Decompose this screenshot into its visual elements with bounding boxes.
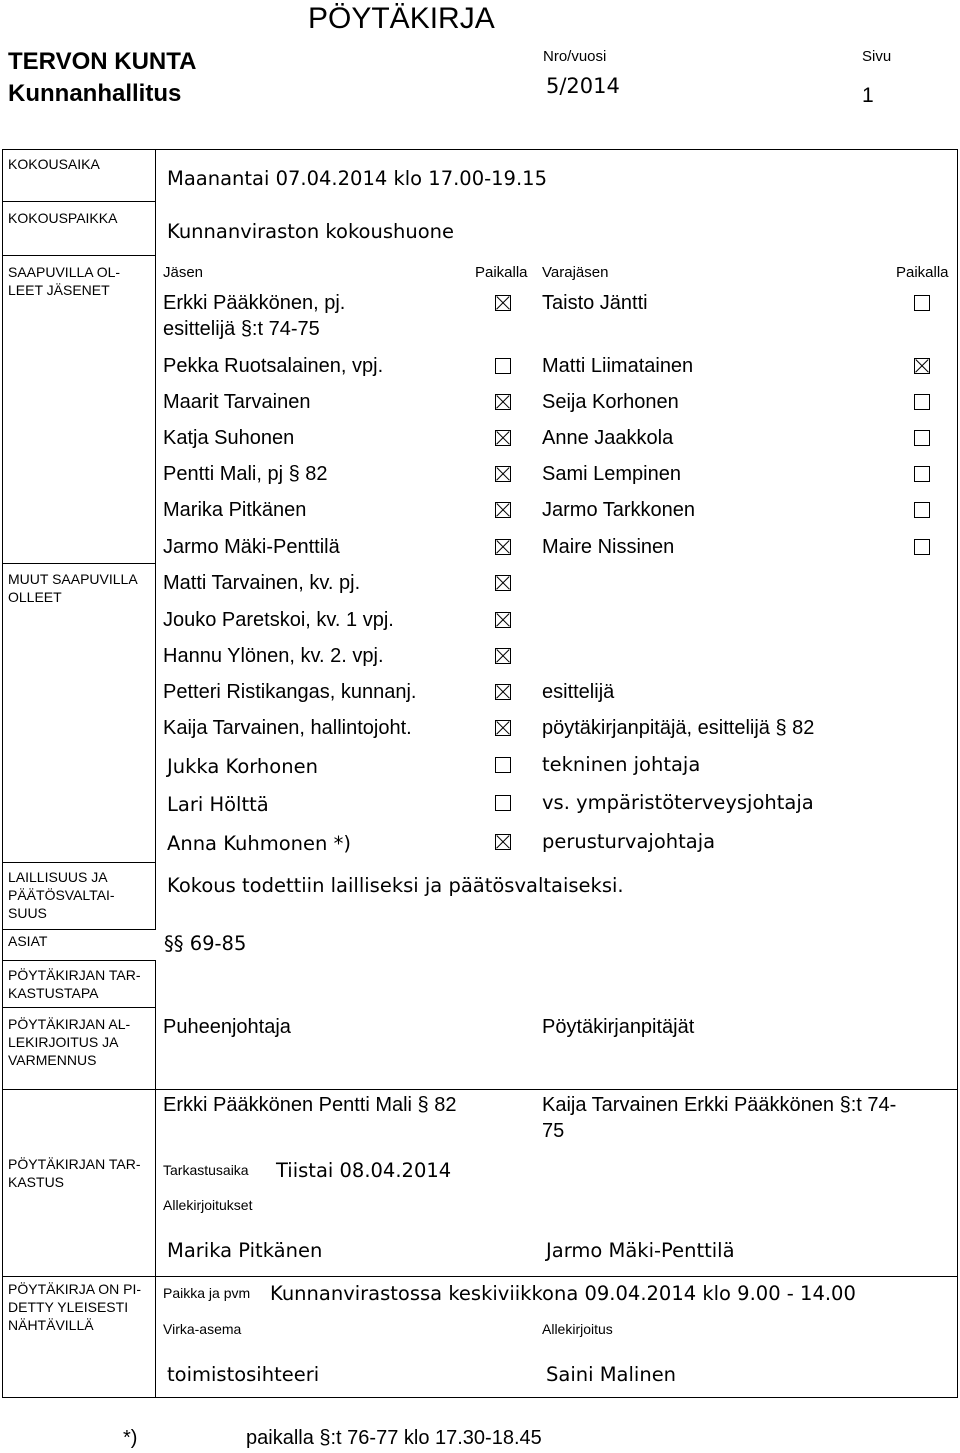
present-checkbox [495,648,511,664]
present-checkbox [495,575,511,591]
member-name: Jarmo Mäki-Penttilä [163,536,340,558]
divider [2,1089,958,1090]
signature-label: Allekirjoitus [542,1321,613,1337]
tarkastus-label-line2: KASTUS [8,1174,65,1190]
kokousaika-label: KOKOUSAIKA [8,156,100,172]
signatures-label: Allekirjoitukset [163,1197,253,1213]
divider [2,929,156,930]
col-deputy-present-header: Paikalla [896,264,949,281]
position-label: Virka-asema [163,1321,242,1337]
other-name: Petteri Ristikangas, kunnanj. [163,681,417,703]
inspector-1: Marika Pitkänen [167,1239,323,1262]
inspection-time-label: Tarkastusaika [163,1162,249,1178]
present-checkbox [495,795,511,811]
member-name: Erkki Pääkkönen, pj. [163,292,346,314]
inspection-time-value: Tiistai 08.04.2014 [276,1159,452,1182]
other-role: vs. ympäristöterveysjohtaja [542,791,814,814]
organ-name: Kunnanhallitus [8,80,182,107]
matters-range: §§ 69-85 [164,932,247,955]
present-checkbox [495,502,511,518]
other-name: Kaija Tarvainen, hallintojoht. [163,717,412,739]
signature-value: Saini Malinen [546,1363,677,1386]
deputy-present-checkbox [914,502,930,518]
tarkastustapa-label-line1: PÖYTÄKIRJAN TAR- [8,967,141,983]
nro-label: Nro/vuosi [543,48,607,65]
present-checkbox [495,834,511,850]
col-present-header: Paikalla [475,264,528,281]
divider [2,1007,156,1008]
page-number: 1 [862,84,874,107]
divider [2,862,156,863]
member-name: Katja Suhonen [163,427,295,449]
position-value: toimistosihteeri [167,1363,320,1386]
member-name-cont: esittelijä §:t 74-75 [163,318,320,340]
members-label-line1: SAAPUVILLA OL- [8,264,121,280]
label-column-divider [155,149,156,930]
nro-value: 5/2014 [546,74,620,98]
chair-label: Puheenjohtaja [163,1016,291,1038]
divider [2,255,156,256]
col-member-header: Jäsen [163,264,204,281]
col-deputy-header: Varajäsen [542,264,609,281]
laillisuus-label-line2: PÄÄTÖSVALTAI- [8,887,115,903]
present-checkbox [495,757,511,773]
nahtavilla-label-line3: NÄHTÄVILLÄ [8,1317,94,1333]
footnote-text: paikalla §:t 76-77 klo 17.30-18.45 [246,1427,542,1449]
others-label-line2: OLLEET [8,589,62,605]
member-name: Marika Pitkänen [163,499,307,521]
present-checkbox [495,394,511,410]
legality-statement: Kokous todettiin lailliseksi ja päätösvaltaiseksi. [167,874,624,897]
asiat-label: ASIAT [8,933,48,949]
present-checkbox [495,720,511,736]
present-checkbox [495,358,511,374]
present-checkbox [495,466,511,482]
secretary-label: Pöytäkirjanpitäjät [542,1016,695,1038]
other-role: esittelijä [542,681,615,703]
other-name: Jukka Korhonen [167,755,318,778]
footnote-marker: *) [123,1427,138,1449]
laillisuus-label-line3: SUUS [8,905,47,921]
member-name: Pekka Ruotsalainen, vpj. [163,355,384,377]
deputy-present-checkbox [914,295,930,311]
other-role: tekninen johtaja [542,753,701,776]
organization-name: TERVON KUNTA [8,48,197,75]
divider [2,1276,958,1277]
present-checkbox [495,539,511,555]
other-role: perusturvajohtaja [542,830,716,853]
members-label-line2: LEET JÄSENET [8,282,110,298]
place-date-label: Paikka ja pvm [163,1285,251,1301]
other-name: Jouko Paretskoi, kv. 1 vpj. [163,609,394,631]
chair-names: Erkki Pääkkönen Pentti Mali § 82 [163,1094,457,1116]
label-column-divider-lower [155,960,156,1398]
deputy-name: Matti Liimatainen [542,355,694,377]
place-date-value: Kunnanvirastossa keskiviikkona 09.04.2014 klo 9.00 - 14.00 [270,1282,856,1305]
present-checkbox [495,612,511,628]
page-label: Sivu [862,48,892,65]
allekirjoitus-label-line2: LEKIRJOITUS JA [8,1034,119,1050]
laillisuus-label-line1: LAILLISUUS JA [8,869,108,885]
other-name: Hannu Ylönen, kv. 2. vpj. [163,645,384,667]
deputy-present-checkbox [914,466,930,482]
member-name: Pentti Mali, pj § 82 [163,463,328,485]
inspector-2: Jarmo Mäki-Penttilä [546,1239,735,1262]
kokouspaikka-label: KOKOUSPAIKKA [8,210,118,226]
tarkastustapa-label-line2: KASTUSTAPA [8,985,99,1001]
frame-top-line [2,149,958,150]
member-name: Maarit Tarvainen [163,391,311,413]
frame-right-line [957,149,958,1398]
allekirjoitus-label-line3: VARMENNUS [8,1052,97,1068]
other-role: pöytäkirjanpitäjä, esittelijä § 82 [542,717,815,739]
allekirjoitus-label-line1: PÖYTÄKIRJAN AL- [8,1016,131,1032]
deputy-name: Jarmo Tarkkonen [542,499,696,521]
meeting-time: Maanantai 07.04.2014 klo 17.00-19.15 [167,167,547,190]
present-checkbox [495,295,511,311]
divider [2,563,156,564]
deputy-present-checkbox [914,358,930,374]
other-name: Matti Tarvainen, kv. pj. [163,572,361,594]
deputy-present-checkbox [914,394,930,410]
present-checkbox [495,430,511,446]
deputy-name: Anne Jaakkola [542,427,674,449]
frame-left-line [2,149,3,1398]
document-title: PÖYTÄKIRJA [308,2,495,35]
deputy-name: Seija Korhonen [542,391,679,413]
secretary-names-line1: Kaija Tarvainen Erkki Pääkkönen §:t 74- [542,1094,897,1116]
others-label-line1: MUUT SAAPUVILLA [8,571,138,587]
meeting-place: Kunnanviraston kokoushuone [167,220,454,243]
other-name: Anna Kuhmonen *) [167,832,351,855]
tarkastus-label-line1: PÖYTÄKIRJAN TAR- [8,1156,141,1172]
deputy-present-checkbox [914,430,930,446]
deputy-present-checkbox [914,539,930,555]
divider [2,960,156,961]
nahtavilla-label-line2: DETTY YLEISESTI [8,1299,129,1315]
deputy-name: Maire Nissinen [542,536,675,558]
other-name: Lari Hölttä [167,793,269,816]
deputy-name: Taisto Jäntti [542,292,648,314]
secretary-names-line2: 75 [542,1120,565,1142]
divider [2,201,156,202]
frame-bottom-line [2,1397,958,1398]
nahtavilla-label-line1: PÖYTÄKIRJA ON PI- [8,1281,142,1297]
present-checkbox [495,684,511,700]
deputy-name: Sami Lempinen [542,463,681,485]
